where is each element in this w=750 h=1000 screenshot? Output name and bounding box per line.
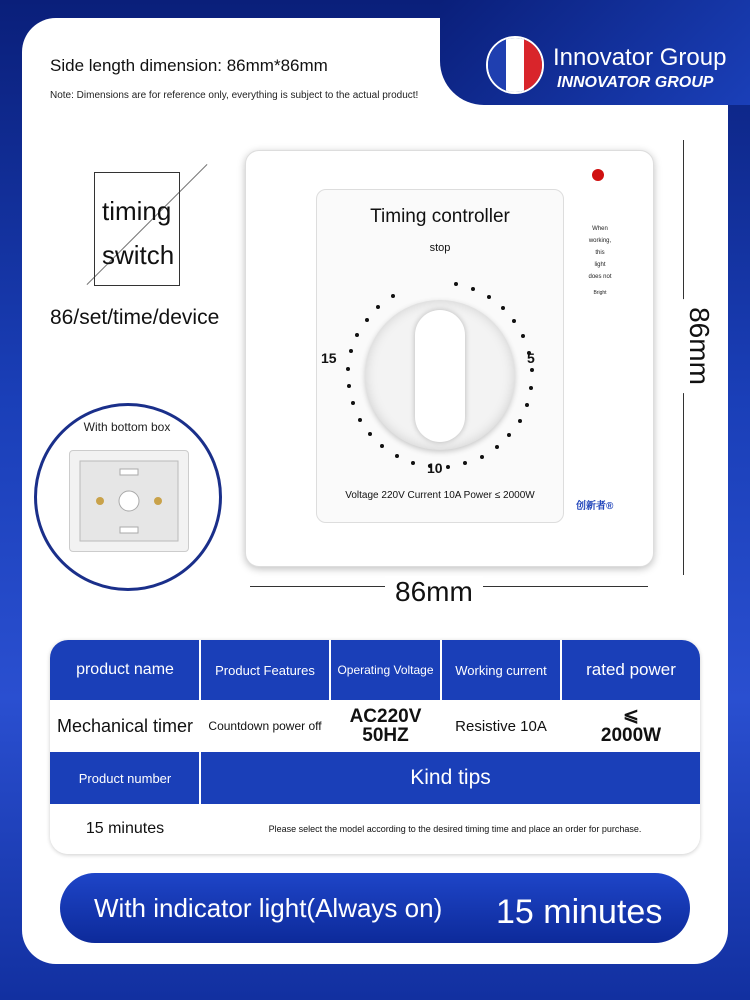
dial-dot bbox=[530, 368, 534, 372]
dial-dot bbox=[446, 465, 450, 469]
dial-10: 10 bbox=[427, 460, 443, 476]
header-product-name: product name bbox=[76, 661, 174, 678]
dial-dot bbox=[380, 444, 384, 448]
dial-panel bbox=[316, 189, 564, 523]
dial-dot bbox=[518, 419, 522, 423]
dial-dot bbox=[358, 418, 362, 422]
banner-text: With indicator light(Always on) bbox=[94, 893, 443, 923]
side-text-small: Bright bbox=[593, 290, 607, 296]
header-current: Working current bbox=[455, 662, 547, 678]
side-text-line: light bbox=[594, 262, 606, 268]
dial-dot bbox=[376, 305, 380, 309]
header-features: Product Features bbox=[215, 662, 315, 678]
dial-dot bbox=[395, 454, 399, 458]
knob-grip[interactable] bbox=[415, 310, 465, 442]
bottom-box-image bbox=[34, 403, 222, 591]
kind-tips-text: Please select the model according to the desired timing time and place an order for purchase. bbox=[268, 824, 642, 834]
value-power: ⩽ 2000W bbox=[600, 705, 662, 746]
dial-dot bbox=[521, 334, 525, 338]
brand-subtitle: INNOVATOR GROUP bbox=[557, 74, 714, 91]
label-switch: switch bbox=[102, 240, 175, 270]
side-instruction bbox=[582, 223, 618, 299]
dial-dot bbox=[471, 287, 475, 291]
brand-name: Innovator Group bbox=[553, 44, 727, 71]
dial-dot bbox=[355, 333, 359, 337]
dial-dot bbox=[365, 318, 369, 322]
dial-dot bbox=[368, 432, 372, 436]
value-product-name: Mechanical timer bbox=[56, 715, 194, 736]
dial-dot bbox=[347, 384, 351, 388]
device-spec: Voltage 220V Current 10A Power ≤ 2000W bbox=[345, 490, 535, 501]
model-text: 86/set/time/device bbox=[50, 306, 220, 329]
indicator-light-icon bbox=[592, 169, 604, 181]
dial-dot bbox=[349, 349, 353, 353]
side-text-line: this bbox=[595, 250, 605, 256]
side-text-line: does not bbox=[588, 274, 612, 280]
dial-dot bbox=[529, 386, 533, 390]
side-text-line: working, bbox=[588, 238, 612, 244]
france-flag-icon bbox=[486, 36, 544, 94]
side-text-line: When bbox=[592, 226, 608, 232]
dial-dot bbox=[501, 306, 505, 310]
dial-dot bbox=[487, 295, 491, 299]
dial-5: 5 bbox=[527, 350, 535, 366]
dial-dot bbox=[454, 282, 458, 286]
height-dimension: 86mm bbox=[683, 299, 715, 393]
stop-label: stop bbox=[429, 242, 451, 254]
header-power: rated power bbox=[586, 660, 676, 679]
product-number-label: Product number bbox=[78, 770, 172, 786]
bottom-box-label: With bottom box bbox=[83, 420, 171, 434]
value-features: Countdown power off bbox=[208, 719, 322, 733]
product-number-value: 15 minutes bbox=[85, 820, 165, 837]
header-voltage: Operating Voltage bbox=[337, 663, 434, 677]
note-text: Note: Dimensions are for reference only, everything is subject to the actual product! bbox=[50, 90, 419, 101]
label-timing: timing bbox=[102, 196, 172, 226]
dial-dot bbox=[512, 319, 516, 323]
dial-dot bbox=[480, 455, 484, 459]
dial-dot bbox=[391, 294, 395, 298]
timer-knob[interactable] bbox=[365, 300, 515, 450]
dial-dot bbox=[411, 461, 415, 465]
banner-duration: 15 minutes bbox=[496, 893, 663, 931]
dimension-text: Side length dimension: 86mm*86mm bbox=[50, 56, 328, 75]
dial-dot bbox=[351, 401, 355, 405]
device-logo: 创新者® bbox=[576, 501, 614, 512]
bottom-box-icon bbox=[69, 450, 189, 552]
dial-dot bbox=[495, 445, 499, 449]
kind-tips-title: Kind tips bbox=[410, 766, 491, 789]
spec-table bbox=[50, 640, 700, 854]
timer-device bbox=[245, 150, 654, 567]
dial-dot bbox=[346, 367, 350, 371]
bottom-banner bbox=[60, 873, 690, 943]
dial-dot bbox=[525, 403, 529, 407]
dial-15: 15 bbox=[321, 350, 337, 366]
dial-dot bbox=[507, 433, 511, 437]
width-dimension: 86mm bbox=[385, 576, 483, 608]
value-voltage: AC220V 50HZ bbox=[349, 706, 422, 746]
value-current: Resistive 10A bbox=[455, 717, 547, 735]
device-title: Timing controller bbox=[370, 206, 510, 227]
dial-dot bbox=[463, 461, 467, 465]
